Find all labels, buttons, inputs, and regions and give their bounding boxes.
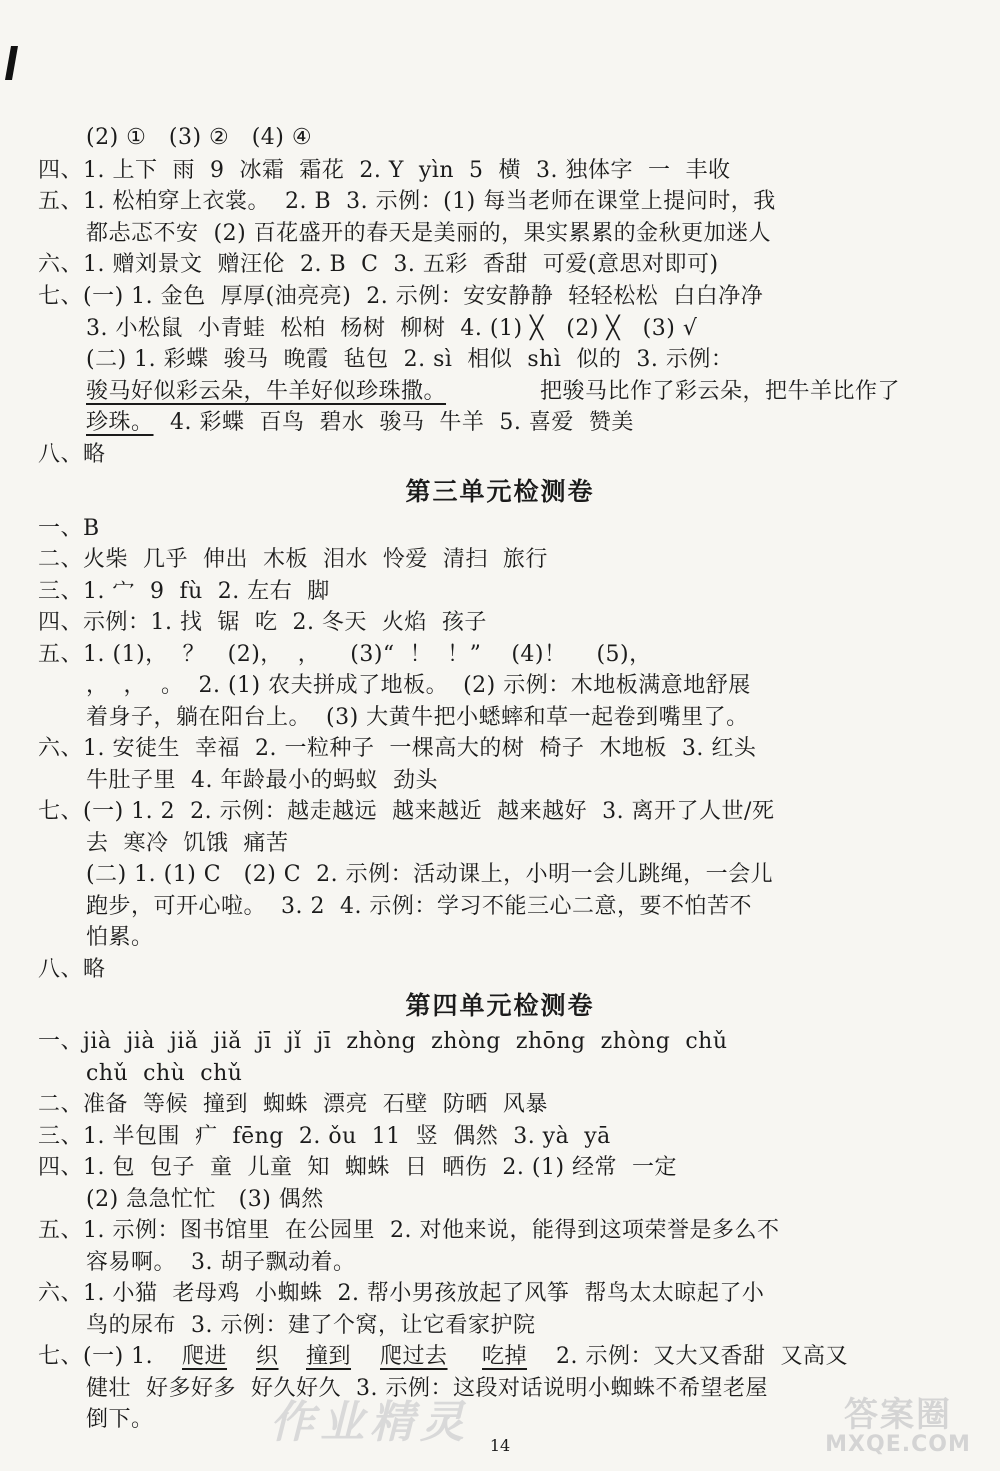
answer-line: 三、1. 半包围 疒 fēng 2. ǒu 11 竖 偶然 3. yà yā: [38, 1124, 611, 1149]
answer-line: 鸟的尿布 3. 示例：建了个窝，让它看家护院: [86, 1313, 536, 1338]
corner-mark: [5, 46, 18, 80]
answer-line: (2) ① (3) ② (4) ④: [86, 125, 313, 150]
answer-line: 八、略: [38, 442, 106, 467]
answer-line: 跑步，可开心啦。 3. 2 4. 示例：学习不能三心二意，要不怕苦不: [86, 894, 752, 919]
answer-line: 六、1. 安徒生 幸福 2. 一粒种子 一棵高大的树 椅子 木地板 3. 红头: [38, 736, 757, 761]
answer-line: 倒下。: [86, 1407, 154, 1432]
answer-line: 六、1. 赠刘景文 赠汪伦 2. B C 3. 五彩 香甜 可爱(意思对即可): [38, 252, 719, 277]
watermark-url: MXQE.COM: [825, 1432, 971, 1457]
answer-line: 五、1. 示例：图书馆里 在公园里 2. 对他来说，能得到这项荣誉是多么不: [38, 1218, 780, 1243]
answer-line: 都忐忑不安 (2) 百花盛开的春天是美丽的，果实累累的金秋更加迷人: [86, 221, 772, 246]
answer-line: 四、1. 上下 雨 9 冰霜 霜花 2. Y yìn 5 横 3. 独体字 一 丰收: [38, 158, 731, 183]
answer-line: 把骏马比作了彩云朵，把牛羊比作了: [540, 379, 901, 404]
answer-line: (二) 1. (1) C (2) C 2. 示例：活动课上，小明一会儿跳绳，一会儿: [86, 862, 774, 887]
underlined-answer: 骏马好似彩云朵，牛羊好似珍珠撒。: [86, 379, 447, 404]
answer-line: 容易啊。 3. 胡子飘动着。: [86, 1250, 356, 1275]
answer-line: 二、准备 等候 撞到 蜘蛛 漂亮 石壁 防晒 风暴: [38, 1092, 548, 1117]
underlined-answer: 撞到: [306, 1344, 352, 1369]
answer-line: 四、1. 包 包子 童 儿童 知 蜘蛛 日 晒伤 2. (1) 经常 一定: [38, 1155, 678, 1180]
underlined-answer: 珍珠。: [86, 410, 154, 435]
answer-line: 五、1. (1)， ？ (2)， ， (3)“ ！ ！” (4)！ (5)，: [38, 642, 652, 667]
answer-line: 牛肚子里 4. 年龄最小的蚂蚁 劲头: [86, 768, 438, 793]
answer-line: 一、B: [38, 516, 100, 541]
answer-line: (2) 急急忙忙 (3) 偶然: [86, 1187, 324, 1212]
answer-line: 八、略: [38, 957, 106, 982]
answer-line: 4. 彩蝶 百鸟 碧水 骏马 牛羊 5. 喜爱 赞美: [170, 410, 634, 435]
underlined-answer: 吃掉: [482, 1344, 528, 1369]
answer-line: (二) 1. 彩蝶 骏马 晚霞 毡包 2. sì 相似 shì 似的 3. 示例：: [86, 347, 734, 372]
answer-line: 六、1. 小猫 老母鸡 小蜘蛛 2. 帮小男孩放起了风筝 帮鸟太太晾起了小: [38, 1281, 765, 1306]
answer-line: 3. 小松鼠 小青蛙 松柏 杨树 柳树 4. (1) ╳ (2) ╳ (3) √: [86, 316, 698, 341]
section-title-unit-3: 第三单元检测卷: [405, 477, 595, 506]
answer-line: 健壮 好多好多 好久好久 3. 示例：这段对话说明小蜘蛛不希望老屋: [86, 1376, 768, 1401]
underlined-answer: 爬过去: [380, 1344, 448, 1369]
underlined-answer: 爬进: [182, 1344, 228, 1369]
answer-line: 着身子，躺在阳台上。 (3) 大黄牛把小蟋蟀和草一起卷到嘴里了。: [86, 705, 749, 730]
section-title-unit-4: 第四单元检测卷: [405, 991, 595, 1020]
answer-line: 一、jià jià jiǎ jiǎ jī jǐ jī zhòng zhòng zhōng zhòng chǔ: [38, 1029, 728, 1054]
answer-line: chǔ chù chǔ: [86, 1061, 243, 1086]
page-number: 14: [489, 1436, 511, 1455]
answer-line: 二、火柴 几乎 伸出 木板 泪水 怜爱 清扫 旅行: [38, 547, 548, 572]
answer-line: 四、示例：1. 找 锯 吃 2. 冬天 火焰 孩子: [38, 610, 487, 635]
answer-line: 七、(一) 1. 2 2. 示例：越走越远 越来越近 越来越好 3. 离开了人世/死: [38, 799, 775, 824]
watermark-logo-text: 答案圈: [844, 1395, 952, 1435]
answer-line: 七、(一) 1.: [38, 1344, 161, 1369]
answer-line: 去 寒冷 饥饿 痛苦: [86, 831, 289, 856]
stamp-watermark: 作业精灵: [270, 1397, 470, 1448]
answer-line: ， ， 。 2. (1) 农夫拼成了地板。 (2) 示例：木地板满意地舒展: [86, 673, 751, 698]
site-watermark: [810, 1395, 986, 1462]
answer-line: 七、(一) 1. 金色 厚厚(油亮亮) 2. 示例：安安静静 轻轻松松 白白净净: [38, 284, 764, 309]
answer-line: 怕累。: [86, 925, 154, 950]
answer-line: 2. 示例：又大又香甜 又高又: [556, 1344, 848, 1369]
underlined-answer: 织: [256, 1344, 279, 1369]
answer-line: 三、1. 宀 9 fù 2. 左右 脚: [38, 579, 330, 604]
answer-line: 五、1. 松柏穿上衣裳。 2. B 3. 示例：(1) 每当老师在课堂上提问时，我: [38, 189, 776, 214]
